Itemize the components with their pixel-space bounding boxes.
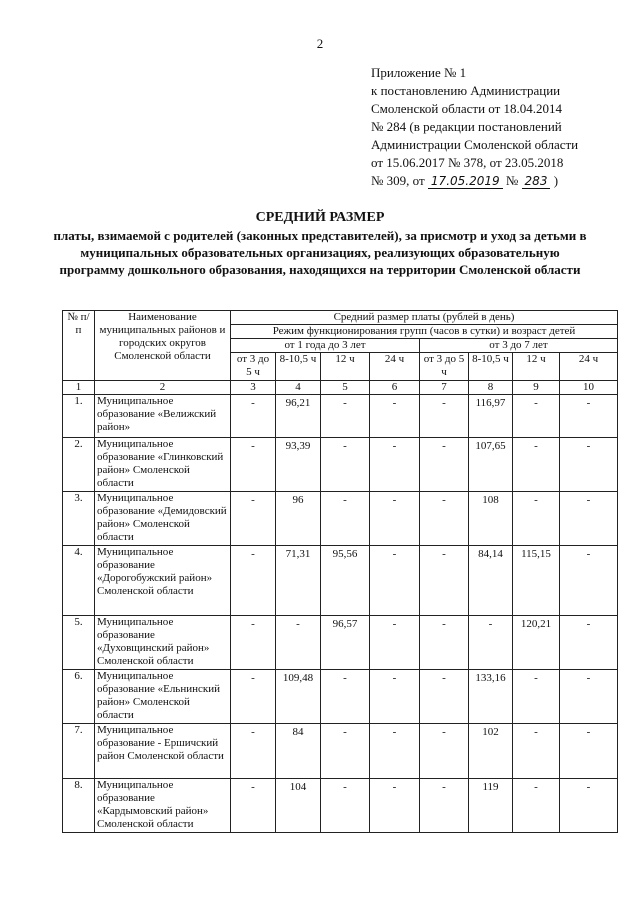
row-name: Муниципальное образование «Демидовский район» Смоленской области (95, 492, 231, 546)
column-number: 2 (95, 381, 231, 395)
row-value: - (321, 670, 370, 724)
header-mode-col: от 3 до 5 ч (231, 353, 276, 381)
appendix-header (371, 64, 633, 190)
row-value: - (560, 492, 618, 546)
row-value: - (370, 395, 420, 438)
row-value: 115,15 (513, 546, 560, 616)
row-value: - (321, 724, 370, 779)
row-value: - (513, 492, 560, 546)
row-value: - (560, 724, 618, 779)
header-mode-col: 8-10,5 ч (276, 353, 321, 381)
row-value: 119 (469, 779, 513, 833)
table-row (63, 492, 618, 546)
row-number: 3. (63, 492, 95, 546)
row-value: - (231, 492, 276, 546)
row-value: - (321, 492, 370, 546)
row-value: 108 (469, 492, 513, 546)
page-number: 2 (316, 36, 324, 51)
row-value: - (321, 395, 370, 438)
row-name: Муниципальное образование «Кардымовский район» Смоленской области (95, 779, 231, 833)
header-age-3-7: от 3 до 7 лет (420, 339, 618, 353)
row-value: 84,14 (469, 546, 513, 616)
column-number: 1 (63, 381, 95, 395)
row-name: Муниципальное образование - Ершичский район Смоленской области (95, 724, 231, 779)
row-number: 6. (63, 670, 95, 724)
header-mode-col: 24 ч (560, 353, 618, 381)
row-name: Муниципальное образование «Велижский район» (95, 395, 231, 438)
row-value: - (420, 724, 469, 779)
appendix-line-4: № 284 (в редакции постановлений (371, 119, 562, 134)
row-value: 96,57 (321, 616, 370, 670)
row-value: - (231, 779, 276, 833)
appendix-line-2: к постановлению Администрации (371, 83, 561, 98)
document-title: СРЕДНИЙ РАЗМЕР (255, 210, 385, 225)
header-average-fee: Средний размер платы (рублей в день) (231, 311, 618, 325)
row-value: - (420, 395, 469, 438)
row-value: 95,56 (321, 546, 370, 616)
row-value: - (469, 616, 513, 670)
column-number: 4 (276, 381, 321, 395)
appendix-line-3: Смоленской области от 18.04.2014 (371, 101, 563, 116)
row-value: - (276, 616, 321, 670)
row-value: - (231, 395, 276, 438)
row-value: - (231, 670, 276, 724)
document-subtitle: платы, взимаемой с родителей (законных представителей), за присмотр и уход за детьми в муниципальных образовательных организациях, реализующих образовательную программу дошкольного образования, находящихся на территории Смоленской области (53, 228, 587, 277)
row-number: 7. (63, 724, 95, 779)
appendix-line-7-prefix: № 309, от (371, 173, 425, 188)
row-value: 104 (276, 779, 321, 833)
handwritten-number: 283 (522, 175, 551, 189)
row-value: 93,39 (276, 438, 321, 492)
table-row (63, 724, 618, 779)
column-number: 9 (513, 381, 560, 395)
row-number: 2. (63, 438, 95, 492)
header-mode: Режим функционирования групп (часов в сутки) и возраст детей (231, 325, 618, 339)
row-value: - (513, 779, 560, 833)
row-value: 109,48 (276, 670, 321, 724)
table-row (63, 779, 618, 833)
header-mode-col: от 3 до 5 ч (420, 353, 469, 381)
fees-table (62, 310, 618, 833)
row-number: 1. (63, 395, 95, 438)
row-value: - (560, 616, 618, 670)
table-row (63, 546, 618, 616)
row-value: - (420, 670, 469, 724)
appendix-line-6: от 15.06.2017 № 378, от 23.05.2018 (371, 155, 564, 170)
row-value: - (513, 395, 560, 438)
row-name: Муниципальное образование «Глинковский район» Смоленской области (95, 438, 231, 492)
row-value: - (513, 670, 560, 724)
row-value: - (231, 616, 276, 670)
row-value: - (420, 616, 469, 670)
row-value: - (513, 438, 560, 492)
row-value: 84 (276, 724, 321, 779)
row-value: 133,16 (469, 670, 513, 724)
column-number: 8 (469, 381, 513, 395)
row-value: - (231, 438, 276, 492)
row-number: 8. (63, 779, 95, 833)
appendix-line-7 (371, 172, 633, 190)
column-number: 7 (420, 381, 469, 395)
header-number: № п/п (63, 311, 95, 381)
row-value: 116,97 (469, 395, 513, 438)
row-value: 96,21 (276, 395, 321, 438)
header-age-1-3: от 1 года до 3 лет (231, 339, 420, 353)
row-value: - (560, 395, 618, 438)
row-value: - (560, 546, 618, 616)
row-number: 5. (63, 616, 95, 670)
row-name: Муниципальное образование «Дорогобужский район» Смоленской области (95, 546, 231, 616)
header-name: Наименование муниципальных районов и городских округов Смоленской области (95, 311, 231, 381)
row-value: 102 (469, 724, 513, 779)
table-row (63, 670, 618, 724)
row-value: - (321, 779, 370, 833)
column-number: 6 (370, 381, 420, 395)
row-value: - (370, 546, 420, 616)
row-value: - (370, 438, 420, 492)
header-mode-col: 12 ч (513, 353, 560, 381)
row-value: - (560, 670, 618, 724)
handwritten-date: 17.05.2019 (428, 175, 503, 189)
row-value: - (370, 779, 420, 833)
header-mode-col: 12 ч (321, 353, 370, 381)
row-value: - (231, 546, 276, 616)
row-value: - (370, 492, 420, 546)
appendix-line-7-suffix: ) (553, 173, 559, 188)
row-value: - (560, 438, 618, 492)
column-number: 5 (321, 381, 370, 395)
row-value: - (370, 724, 420, 779)
row-value: 96 (276, 492, 321, 546)
row-value: - (231, 724, 276, 779)
row-value: - (370, 670, 420, 724)
column-number: 10 (560, 381, 618, 395)
row-value: 71,31 (276, 546, 321, 616)
table-row (63, 616, 618, 670)
appendix-line-5: Администрации Смоленской области (371, 137, 579, 152)
appendix-line-7-mid: № (505, 173, 519, 188)
row-value: - (513, 724, 560, 779)
row-value: - (560, 779, 618, 833)
table-row (63, 395, 618, 438)
row-name: Муниципальное образование «Ельнинский район» Смоленской области (95, 670, 231, 724)
row-value: - (370, 616, 420, 670)
column-number: 3 (231, 381, 276, 395)
row-value: - (420, 438, 469, 492)
row-value: 120,21 (513, 616, 560, 670)
row-value: - (420, 779, 469, 833)
row-value: - (420, 492, 469, 546)
appendix-line-1: Приложение № 1 (371, 65, 467, 80)
row-value: 107,65 (469, 438, 513, 492)
row-value: - (321, 438, 370, 492)
row-number: 4. (63, 546, 95, 616)
header-mode-col: 24 ч (370, 353, 420, 381)
row-name: Муниципальное образование «Духовщинский район» Смоленской области (95, 616, 231, 670)
table-row (63, 438, 618, 492)
row-value: - (420, 546, 469, 616)
header-mode-col: 8-10,5 ч (469, 353, 513, 381)
